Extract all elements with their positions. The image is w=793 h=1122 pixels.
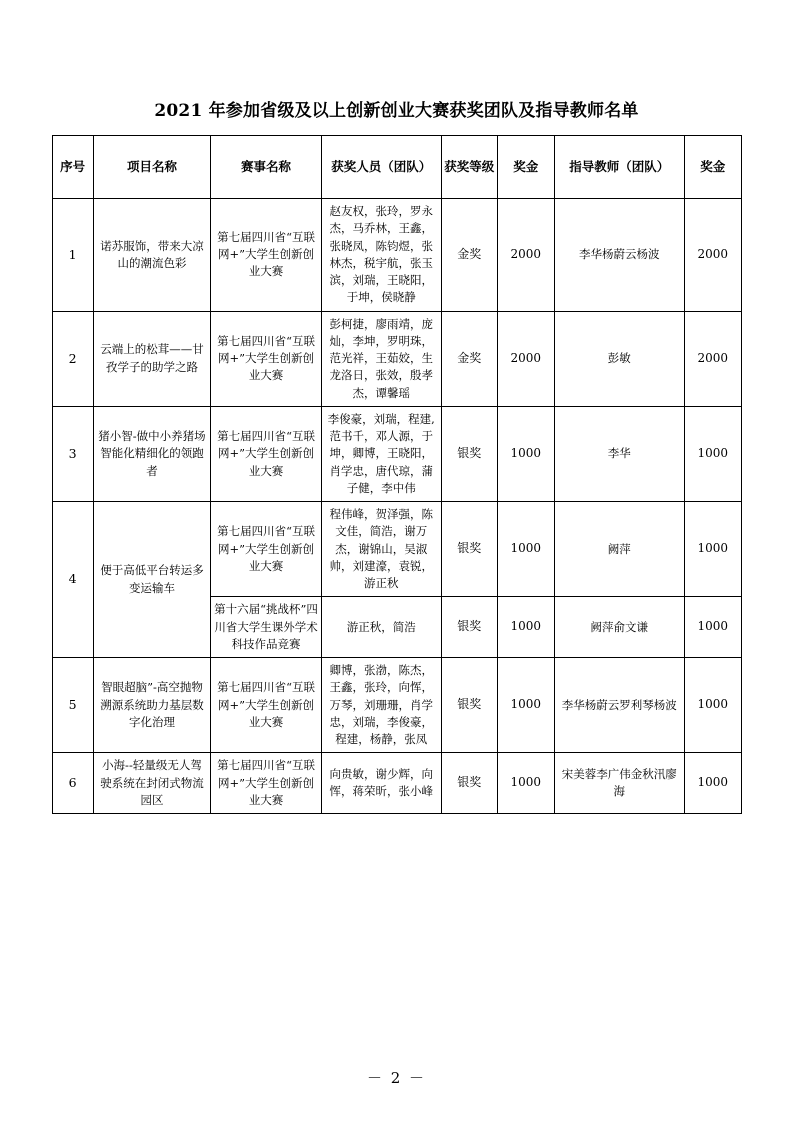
cell-level: 金奖 [441, 199, 498, 312]
cell-seq: 4 [52, 502, 93, 658]
cell-event: 第七届四川省“互联网+”大学生创新创业大赛 [211, 199, 322, 312]
cell-event: 第十六届“挑战杯”四川省大学生课外学术科技作品竞赛 [211, 597, 322, 658]
cell-event: 第七届四川省“互联网+”大学生创新创业大赛 [211, 658, 322, 753]
cell-teacher: 李华杨蔚云罗利琴杨波 [554, 658, 684, 753]
cell-event: 第七届四川省“互联网+”大学生创新创业大赛 [211, 753, 322, 814]
cell-people: 赵友权，张玲，罗永杰，马乔林，王鑫，张晓凤，陈钧煜，张林杰，税宇航，张玉滨，刘瑞，王晓阳，于坤，侯晓静 [321, 199, 441, 312]
cell-people: 向贵敏，谢少辉，向恽，蒋荣昕，张小峰 [321, 753, 441, 814]
cell-people: 李俊豪，刘瑞，程建,范书千，邓人源，于坤，卿博，王晓阳，肖学忠，唐代琼，蒲子健，李中伟 [321, 406, 441, 501]
cell-seq: 1 [52, 199, 93, 312]
cell-seq: 3 [52, 406, 93, 501]
column-header-level: 获奖等级 [441, 136, 498, 199]
table-row [52, 502, 741, 597]
cell-level: 银奖 [441, 658, 498, 753]
cell-event: 第七届四川省“互联网+”大学生创新创业大赛 [211, 311, 322, 406]
table-row [52, 753, 741, 814]
cell-teacher-money: 1000 [684, 753, 741, 814]
cell-teacher-money: 2000 [684, 311, 741, 406]
column-header-people: 获奖人员（团队） [321, 136, 441, 199]
cell-money: 1000 [498, 597, 555, 658]
cell-money: 1000 [498, 502, 555, 597]
table-body [52, 199, 741, 814]
column-header-teacher: 指导教师（团队） [554, 136, 684, 199]
cell-money: 1000 [498, 658, 555, 753]
cell-event: 第七届四川省“互联网+”大学生创新创业大赛 [211, 502, 322, 597]
cell-level: 银奖 [441, 597, 498, 658]
column-header-event: 赛事名称 [211, 136, 322, 199]
page-number: － 2 － [366, 1069, 427, 1087]
cell-money: 1000 [498, 753, 555, 814]
page-title: 2021 年参加省级及以上创新创业大赛获奖团队及指导教师名单 [154, 101, 639, 121]
cell-people: 程伟峰，贺泽强，陈文佳，简浩，谢万杰，谢锦山，吴淑帅，刘建濠，袁锐，游正秋 [321, 502, 441, 597]
table-row [52, 658, 741, 753]
cell-seq: 2 [52, 311, 93, 406]
cell-project: 智眼超脑”-高空抛物溯源系统助力基层数字化治理 [93, 658, 210, 753]
cell-level: 金奖 [441, 311, 498, 406]
table-row [52, 199, 741, 312]
cell-teacher-money: 2000 [684, 199, 741, 312]
cell-teacher-money: 1000 [684, 406, 741, 501]
cell-project: 小海--轻量级无人驾驶系统在封闭式物流园区 [93, 753, 210, 814]
cell-project: 猪小智-做中小养猪场智能化精细化的领跑者 [93, 406, 210, 501]
cell-money: 1000 [498, 406, 555, 501]
cell-seq: 6 [52, 753, 93, 814]
cell-people: 游正秋，简浩 [321, 597, 441, 658]
cell-teacher-money: 1000 [684, 597, 741, 658]
cell-level: 银奖 [441, 406, 498, 501]
cell-project: 诺苏服饰，带来大凉山的潮流色彩 [93, 199, 210, 312]
cell-level: 银奖 [441, 502, 498, 597]
cell-project: 便于高低平台转运多变运输车 [93, 502, 210, 658]
column-header-teacher-money: 奖金 [684, 136, 741, 199]
table-row [52, 311, 741, 406]
table-header-row [52, 136, 741, 199]
cell-teacher: 彭敏 [554, 311, 684, 406]
cell-teacher-money: 1000 [684, 658, 741, 753]
cell-teacher: 李华杨蔚云杨波 [554, 199, 684, 312]
cell-event: 第七届四川省“互联网+”大学生创新创业大赛 [211, 406, 322, 501]
column-header-money: 奖金 [498, 136, 555, 199]
column-header-project: 项目名称 [93, 136, 210, 199]
table-row [52, 406, 741, 501]
cell-people: 卿博，张渤，陈杰，王鑫，张玲，向恽，万琴，刘珊珊，肖学忠，刘瑞，李俊豪，程建，杨静，张凤 [321, 658, 441, 753]
cell-teacher: 阙萍俞文谦 [554, 597, 684, 658]
cell-teacher-money: 1000 [684, 502, 741, 597]
cell-teacher: 李华 [554, 406, 684, 501]
cell-seq: 5 [52, 658, 93, 753]
cell-teacher: 阙萍 [554, 502, 684, 597]
award-list-table [52, 135, 742, 814]
column-header-seq: 序号 [52, 136, 93, 199]
cell-people: 彭柯捷，廖雨靖，庞灿，李坤，罗明珠，范光祥，王茹姣，生龙洛日，张效，殷孝杰，谭馨瑶 [321, 311, 441, 406]
cell-level: 银奖 [441, 753, 498, 814]
cell-money: 2000 [498, 311, 555, 406]
cell-project: 云端上的松茸——甘孜学子的助学之路 [93, 311, 210, 406]
cell-teacher: 宋美蓉李广伟金秋汛廖海 [554, 753, 684, 814]
cell-money: 2000 [498, 199, 555, 312]
table-header [52, 136, 741, 199]
